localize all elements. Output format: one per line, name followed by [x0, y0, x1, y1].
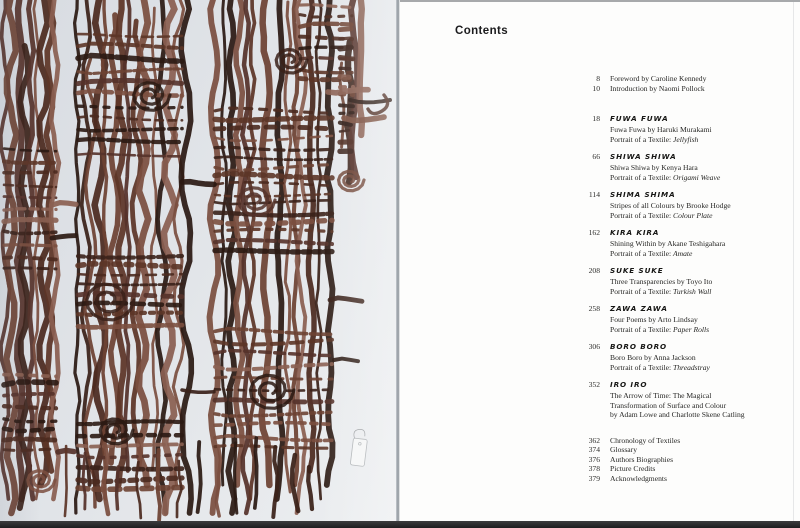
entry-label: Portrait of a Textile: Threadstray: [610, 362, 710, 372]
entry-page-number: [585, 211, 600, 221]
textile-name: Threadstray: [673, 362, 710, 372]
toc-entry: [585, 363, 797, 373]
toc-chapter: [585, 304, 797, 334]
toc-chapter: [585, 190, 797, 220]
toc-entry: [585, 410, 797, 420]
entry-label: by Adam Lowe and Charlotte Skene Catling: [610, 410, 745, 419]
front-matter-list: [585, 74, 797, 93]
entry-page-number: [585, 391, 600, 401]
entry-label: Portrait of a Textile: Jellyfish: [610, 134, 699, 144]
chapter-list: [585, 114, 797, 420]
entry-page-number: 374: [588, 445, 600, 454]
entry-label: Glossary: [610, 445, 637, 454]
entry-label: Portrait of a Textile: Amate: [610, 248, 693, 258]
toc-chapter: [585, 380, 797, 420]
chapter-name: FUWA FUWA: [610, 114, 669, 123]
entry-page-number: 162: [588, 228, 600, 237]
entry-label: Portrait of a Textile: Colour Plate: [610, 210, 713, 220]
toc-entry: [585, 125, 797, 135]
chapter-name: KIRA KIRA: [610, 228, 660, 237]
toc-entry: [585, 464, 797, 474]
entry-page-number: [585, 363, 600, 373]
entry-page-number: 114: [588, 190, 600, 199]
chapter-name: SHIWA SHIWA: [610, 152, 677, 161]
page-title: Contents: [455, 25, 509, 37]
entry-label: Stripes of all Colours by Brooke Hodge: [610, 201, 731, 210]
toc-entry: [585, 152, 797, 162]
toc-entry: [585, 114, 797, 124]
textile-name: Colour Plate: [673, 210, 713, 220]
table-of-contents: [585, 74, 797, 483]
page-top-edge: [400, 0, 800, 2]
toc-entry: [585, 445, 797, 455]
toc-entry: [585, 84, 797, 94]
woven-textile-artwork: [0, 0, 398, 521]
entry-page-number: 208: [588, 266, 600, 275]
textile-name: Turkish Wall: [673, 286, 712, 296]
entry-page-number: 66: [592, 152, 600, 161]
toc-entry: [585, 135, 797, 145]
left-page-photo: [0, 0, 398, 521]
toc-entry: [585, 239, 797, 249]
entry-page-number: 362: [588, 435, 600, 445]
entry-label: The Arrow of Time: The Magical: [610, 391, 712, 400]
toc-entry: [585, 287, 797, 297]
contents-page: [400, 0, 800, 521]
photo-bottom-edge: [0, 521, 800, 528]
toc-chapter: [585, 228, 797, 258]
entry-page-number: [585, 201, 600, 211]
toc-entry: [585, 342, 797, 352]
entry-label: Portrait of a Textile: Paper Rolls: [610, 324, 710, 334]
entry-label: Acknowledgments: [610, 473, 667, 483]
entry-page-number: [585, 401, 600, 411]
entry-page-number: 306: [588, 342, 600, 351]
toc-entry: [585, 353, 797, 363]
entry-page-number: [585, 163, 600, 173]
entry-page-number: [585, 173, 600, 183]
entry-label: Four Poems by Arto Lindsay: [610, 315, 698, 324]
toc-entry: [585, 277, 797, 287]
toc-entry: [585, 325, 797, 335]
entry-label: Three Transparencies by Toyo Ito: [610, 277, 713, 286]
textile-name: Amate: [673, 248, 693, 258]
entry-page-number: [585, 249, 600, 259]
chapter-name: SUKE SUKE: [610, 266, 664, 275]
toc-entry: [585, 163, 797, 173]
entry-page-number: [585, 277, 600, 287]
toc-chapter: [585, 342, 797, 372]
entry-label: Shining Within by Akane Teshigahara: [610, 239, 726, 248]
toc-entry: [585, 211, 797, 221]
entry-label: Chronology of Textiles: [610, 435, 681, 445]
entry-page-number: 376: [588, 454, 600, 464]
textile-name: Origami Weave: [673, 172, 721, 182]
toc-entry: [585, 436, 797, 446]
entry-page-number: [585, 325, 600, 335]
toc-chapter: [585, 266, 797, 296]
paper-tag: [350, 429, 368, 467]
textile-name: Paper Rolls: [673, 324, 710, 334]
toc-entry: [585, 380, 797, 390]
entry-label: Portrait of a Textile: Origami Weave: [610, 172, 721, 182]
toc-entry: [585, 190, 797, 200]
entry-page-number: [585, 239, 600, 249]
entry-page-number: [585, 410, 600, 420]
chapter-name: ZAWA ZAWA: [610, 304, 668, 313]
toc-entry: [585, 391, 797, 401]
entry-page-number: 378: [588, 464, 600, 473]
toc-entry: [585, 228, 797, 238]
toc-entry: [585, 74, 797, 84]
toc-entry: [585, 201, 797, 211]
entry-page-number: 379: [588, 473, 600, 483]
toc-chapter: [585, 114, 797, 144]
toc-entry: [585, 315, 797, 325]
toc-entry: [585, 474, 797, 484]
entry-page-number: 10: [592, 83, 600, 93]
chapter-name: BORO BORO: [610, 342, 668, 351]
entry-page-number: [585, 287, 600, 297]
toc-entry: [585, 266, 797, 276]
entry-label: Boro Boro by Anna Jackson: [610, 353, 696, 362]
entry-label: Introduction by Naomi Pollock: [610, 83, 705, 93]
entry-label: Fuwa Fuwa by Haruki Murakami: [610, 125, 712, 134]
entry-label: Portrait of a Textile: Turkish Wall: [610, 286, 712, 296]
toc-chapter: [585, 152, 797, 182]
entry-label: Authors Biographies: [610, 454, 674, 464]
chapter-name: SHIMA SHIMA: [610, 190, 676, 199]
entry-label: Picture Credits: [610, 464, 656, 473]
toc-entry: [585, 304, 797, 314]
entry-label: Foreword by Caroline Kennedy: [610, 74, 707, 83]
entry-page-number: [585, 353, 600, 363]
entry-page-number: 18: [592, 114, 600, 123]
entry-page-number: 352: [588, 380, 600, 389]
woven-strips: [1, 0, 390, 520]
chapter-name: IRO IRO: [610, 380, 648, 389]
toc-entry: [585, 401, 797, 411]
toc-entry: [585, 455, 797, 465]
entry-page-number: 258: [588, 304, 600, 313]
entry-page-number: 8: [596, 74, 600, 83]
entry-label: Shiwa Shiwa by Kenya Hara: [610, 163, 698, 172]
toc-entry: [585, 249, 797, 259]
textile-name: Jellyfish: [673, 134, 699, 144]
toc-entry: [585, 173, 797, 183]
back-matter-list: [585, 436, 797, 484]
entry-page-number: [585, 135, 600, 145]
entry-page-number: [585, 315, 600, 325]
entry-label: Transformation of Surface and Colour: [610, 400, 727, 410]
entry-page-number: [585, 125, 600, 135]
